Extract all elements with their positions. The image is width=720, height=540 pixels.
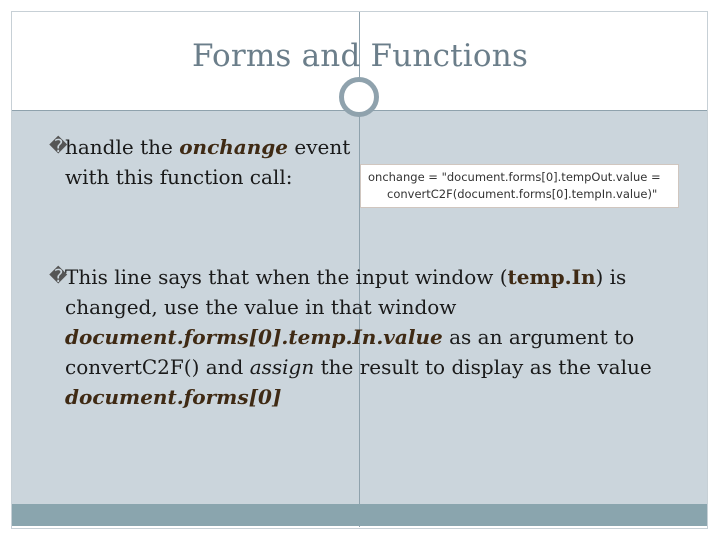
bullet-explanation [49,262,685,412]
bullet-icon: � [49,266,68,287]
bullet1-text-c: event with this function call: [65,135,351,189]
code-snippet-image [360,164,679,208]
circle-ornament-icon [339,77,379,117]
bullet2-path-form: document.forms[0] [65,385,282,409]
bullet2-path-value: document.forms[0].temp.In.value [65,325,443,349]
slide-title: Forms and Functions [191,38,529,74]
code-line-2: convertC2F(document.forms[0].tempIn.value)" [387,187,658,201]
bullet1-keyword: onchange [179,135,289,159]
bullet1-text-a: handle the [65,135,180,159]
bullet2-t1: This line says that when the input window ( [65,265,508,289]
bullet2-assign: assign [249,355,315,379]
bullet2-tempin: temp.In [507,265,596,289]
bullet2-t7: the result to display as the value [314,355,652,379]
bullet2-t5: as an argument to convertC2F() and [65,325,635,379]
code-line-1: onchange = "document.forms[0].tempOut.value = [368,170,661,184]
bullet-onchange [49,132,355,192]
bullet2-t3: ) is changed, use the value in that window [65,265,627,319]
bullet-icon: � [49,136,68,157]
bottom-bar [12,504,707,526]
